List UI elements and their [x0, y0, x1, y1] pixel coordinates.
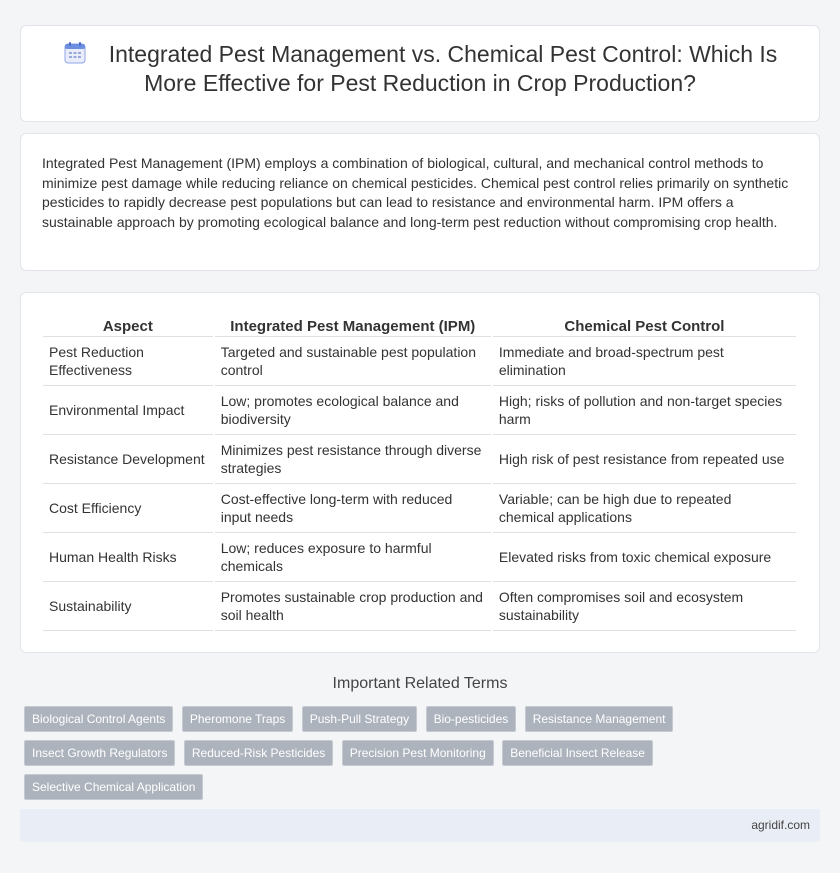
header-ipm: Integrated Pest Management (IPM) [215, 313, 491, 337]
table-row [43, 533, 796, 582]
cell-ipm: Minimizes pest resistance through diverse strategies [215, 435, 491, 484]
tag-pheromone-traps[interactable]: Pheromone Traps [182, 706, 293, 732]
cell-ipm: Promotes sustainable crop production and soil health [215, 582, 491, 631]
cell-chemical: Elevated risks from toxic chemical exposure [493, 533, 796, 582]
cell-ipm: Cost-effective long-term with reduced input needs [215, 484, 491, 533]
table-row [43, 337, 796, 386]
cell-aspect: Cost Efficiency [43, 484, 213, 533]
cell-aspect: Pest Reduction Effectiveness [43, 337, 213, 386]
page-title-text: Integrated Pest Management vs. Chemical Pest Control: Which Is More Effective for Pest Reduction in Crop Production? [108, 41, 778, 96]
table-row [43, 435, 796, 484]
table-row [43, 582, 796, 631]
tag-resistance-management[interactable]: Resistance Management [525, 706, 674, 732]
related-terms-tags [24, 706, 724, 808]
comparison-card [20, 292, 820, 653]
table-row [43, 484, 796, 533]
tag-beneficial-insect-release[interactable]: Beneficial Insect Release [502, 740, 653, 766]
cell-chemical: High risk of pest resistance from repeated use [493, 435, 796, 484]
header-card [20, 25, 820, 122]
cell-aspect: Environmental Impact [43, 386, 213, 435]
page-title [41, 40, 799, 98]
summary-card [20, 133, 820, 271]
calendar-icon [63, 41, 87, 65]
tag-push-pull-strategy[interactable]: Push-Pull Strategy [302, 706, 417, 732]
tag-insect-growth-regulators[interactable]: Insect Growth Regulators [24, 740, 175, 766]
cell-chemical: Often compromises soil and ecosystem sustainability [493, 582, 796, 631]
footer [20, 809, 820, 842]
cell-ipm: Targeted and sustainable pest population control [215, 337, 491, 386]
tag-biological-control-agents[interactable]: Biological Control Agents [24, 706, 173, 732]
related-terms-title: Important Related Terms [332, 675, 508, 692]
table-row [43, 386, 796, 435]
cell-ipm: Low; reduces exposure to harmful chemicals [215, 533, 491, 582]
cell-ipm: Low; promotes ecological balance and biodiversity [215, 386, 491, 435]
tag-reduced-risk-pesticides[interactable]: Reduced-Risk Pesticides [184, 740, 333, 766]
footer-site-link[interactable]: agridif.com [751, 818, 810, 832]
tag-precision-pest-monitoring[interactable]: Precision Pest Monitoring [342, 740, 494, 766]
cell-aspect: Resistance Development [43, 435, 213, 484]
comparison-table [41, 313, 798, 631]
tag-bio-pesticides[interactable]: Bio-pesticides [426, 706, 517, 732]
cell-chemical: Variable; can be high due to repeated chemical applications [493, 484, 796, 533]
cell-aspect: Human Health Risks [43, 533, 213, 582]
header-chemical: Chemical Pest Control [493, 313, 796, 337]
table-header-row [43, 313, 796, 337]
tag-selective-chemical-application[interactable]: Selective Chemical Application [24, 774, 203, 800]
cell-chemical: High; risks of pollution and non-target species harm [493, 386, 796, 435]
title-wrap [41, 40, 799, 98]
cell-aspect: Sustainability [43, 582, 213, 631]
header-aspect: Aspect [43, 313, 213, 337]
cell-chemical: Immediate and broad-spectrum pest elimination [493, 337, 796, 386]
summary-text: Integrated Pest Management (IPM) employs a combination of biological, cultural, and mechanical control methods to minimize pest damage while reducing reliance on chemical pesticides. Chemical pest control relies primarily on synthetic pesticides to rapidly decrease pest populations but can lead to resistance and environmental harm. IPM offers a sustainable approach by promoting ecological balance and long-term pest reduction without compromising crop health. [42, 155, 789, 230]
